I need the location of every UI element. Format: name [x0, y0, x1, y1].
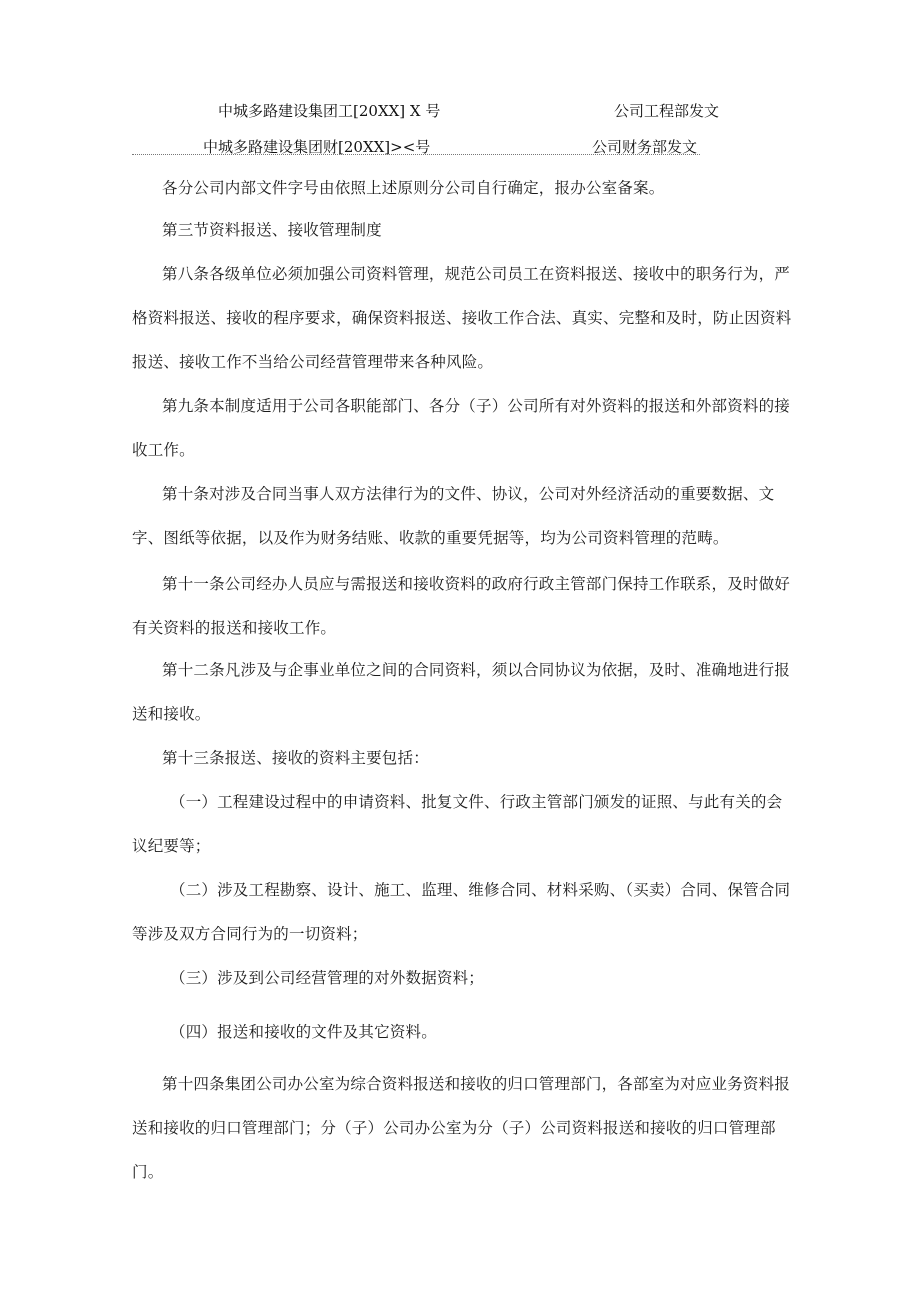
- article-10: 第十条对涉及合同当事人双方法律行为的文件、协议，公司对外经济活动的重要数据、文字、图纸等依据，以及作为财务结账、收款的重要凭据等，均为公司资料管理的范畴。: [132, 485, 775, 547]
- article-8: 第八条各级单位必须加强公司资料管理，规范公司员工在资料报送、接收中的职务行为，严格资料报送、接收的程序要求，确保资料报送、接收工作合法、真实、完整和及时，防止因资料报送、接收工作不当给公司经营管理带来各种风险。: [132, 265, 792, 371]
- article-13: 第十三条报送、接收的资料主要包括：: [162, 749, 429, 767]
- article-9: 第九条本制度适用于公司各职能部门、各分（子）公司所有对外资料的报送和外部资料的接收工作。: [132, 397, 791, 459]
- article-11: 第十一条公司经办人员应与需报送和接收资料的政府行政主管部门保持工作联系，及时做好有关资料的报送和接收工作。: [132, 575, 791, 637]
- header-divider: [132, 154, 700, 155]
- doc-number-finance: 中城多路建设集团财[20XX]><号: [203, 138, 431, 156]
- list-item-3: （三）涉及到公司经营管理的对外数据资料；: [170, 969, 485, 987]
- list-item-1: （一）工程建设过程中的申请资料、批复文件、行政主管部门颁发的证照、与此有关的会议纪要等；: [132, 793, 783, 855]
- doc-number-engineering: 中城多路建设集团工[20XX] X 号: [218, 102, 441, 120]
- article-12: 第十二条凡涉及与企事业单位之间的合同资料，须以合同协议为依据，及时、准确地进行报送和接收。: [132, 661, 791, 723]
- issuer-finance: 公司财务部发文: [592, 138, 698, 156]
- issuer-engineering: 公司工程部发文: [614, 102, 720, 120]
- list-item-4: （四）报送和接收的文件及其它资料。: [170, 1023, 437, 1041]
- paragraph-filing-note: 各分公司内部文件字号由依照上述原则分公司自行确定，报办公室备案。: [162, 179, 665, 197]
- section-title: 第三节资料报送、接收管理制度: [162, 221, 382, 239]
- article-14: 第十四条集团公司办公室为综合资料报送和接收的归口管理部门，各部室为对应业务资料报送和接收的归口管理部门；分（子）公司办公室为分（子）公司资料报送和接收的归口管理部门。: [132, 1075, 791, 1181]
- list-item-2: （二）涉及工程勘察、设计、施工、监理、维修合同、材料采购、（买卖）合同、保管合同等涉及双方合同行为的一切资料；: [132, 881, 791, 943]
